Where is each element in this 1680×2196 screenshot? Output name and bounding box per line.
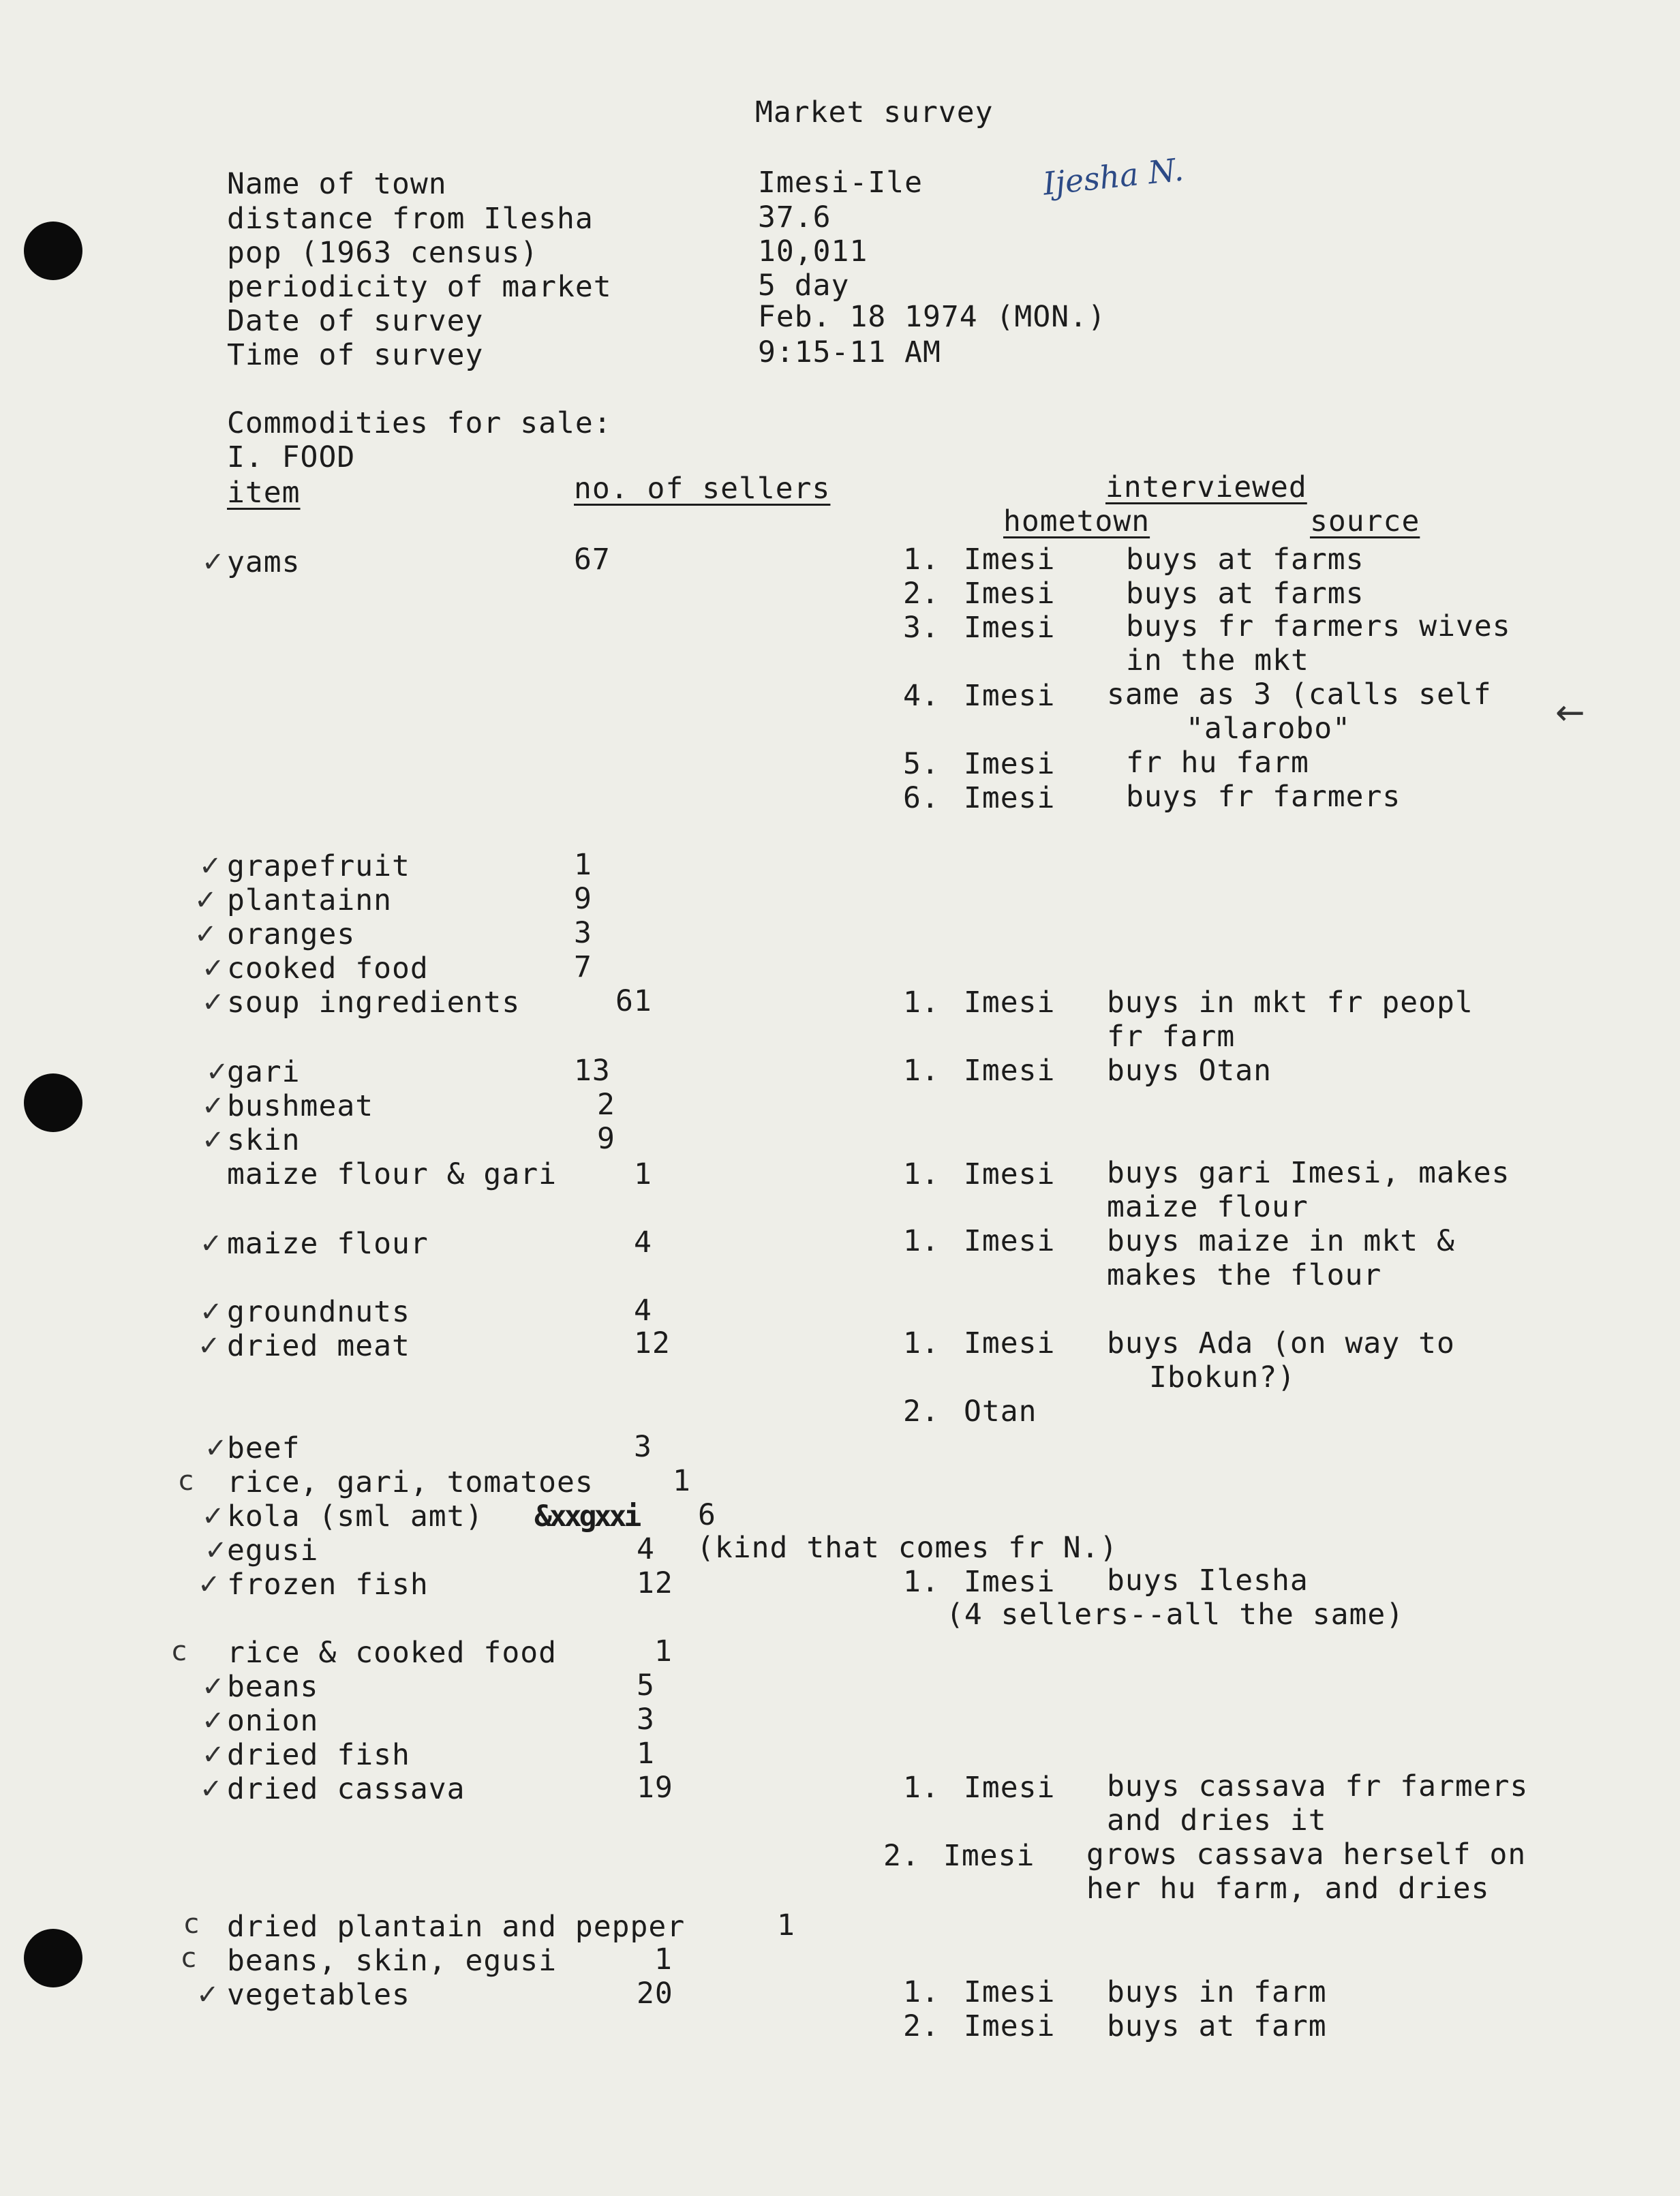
interview-source: buys at farms xyxy=(1126,577,1364,611)
check-mark-icon: ✓ xyxy=(199,851,222,882)
item-note: (kind that comes fr N.) xyxy=(697,1531,1118,1565)
arrow-left-icon: ← xyxy=(1555,692,1585,733)
item-name: beans xyxy=(227,1670,319,1704)
item-count: 3 xyxy=(574,916,592,950)
interview-source: makes the flour xyxy=(1107,1258,1382,1292)
interview-source: buys fr farmers xyxy=(1126,780,1401,814)
interview-source: fr hu farm xyxy=(1126,746,1309,780)
item-name: egusi xyxy=(227,1534,319,1568)
header-value: 37.6 xyxy=(758,200,831,234)
interview-hometown: Imesi xyxy=(964,543,1056,577)
check-mark-icon: ✓ xyxy=(200,1296,223,1328)
interview-number: 1. xyxy=(903,1565,940,1599)
item-count: 61 xyxy=(615,984,652,1018)
item-count: 1 xyxy=(634,1157,652,1191)
item-name: rice & cooked food xyxy=(227,1636,557,1670)
struck-out-text: &xxgxxi xyxy=(534,1499,639,1534)
item-count: 12 xyxy=(634,1326,671,1360)
check-mark-icon: ✓ xyxy=(202,1739,225,1771)
interview-number: 2. xyxy=(883,1839,920,1873)
check-mark-icon: ✓ xyxy=(198,1569,221,1600)
interview-source: buys gari Imesi, makes xyxy=(1107,1156,1510,1190)
interview-source: her hu farm, and dries xyxy=(1086,1872,1490,1906)
interview-source: buys fr farmers wives xyxy=(1126,609,1511,643)
item-name: cooked food xyxy=(227,951,429,986)
interview-source: buys Otan xyxy=(1107,1054,1272,1088)
check-mark-icon: ✓ xyxy=(200,1228,223,1260)
item-count: 1 xyxy=(574,848,592,882)
item-count: 1 xyxy=(637,1737,655,1771)
check-mark-icon: ✓ xyxy=(202,987,225,1018)
interview-source: (4 sellers--all the same) xyxy=(946,1598,1405,1632)
interview-source: buys at farms xyxy=(1126,543,1364,577)
category-mark: c xyxy=(179,1465,194,1497)
category-mark: c xyxy=(184,1908,199,1940)
punch-hole-bottom xyxy=(24,1929,82,1987)
item-name: beef xyxy=(227,1431,301,1465)
interview-source: buys maize in mkt & xyxy=(1107,1224,1455,1258)
item-name: dried cassava xyxy=(227,1772,465,1806)
item-count: 1 xyxy=(654,1942,673,1977)
interview-number: 2. xyxy=(903,2009,940,2043)
item-name: soup ingredients xyxy=(227,986,521,1020)
item-count: 3 xyxy=(634,1430,652,1464)
interview-number: 1. xyxy=(903,1326,940,1360)
check-mark-icon: ✓ xyxy=(202,1501,225,1532)
header-value: 10,011 xyxy=(758,234,868,269)
page-title: Market survey xyxy=(755,95,994,129)
item-name: grapefruit xyxy=(227,849,410,883)
item-count: 5 xyxy=(637,1668,655,1703)
punch-hole-top xyxy=(24,222,82,280)
interview-number: 2. xyxy=(903,577,940,611)
interview-number: 1. xyxy=(903,1224,940,1258)
header-value: Feb. 18 1974 (MON.) xyxy=(758,300,1106,334)
item-name: yams xyxy=(227,545,301,579)
interview-number: 1. xyxy=(903,1054,940,1088)
item-count: 2 xyxy=(597,1088,615,1122)
interview-source: buys Ada (on way to xyxy=(1107,1326,1455,1360)
interview-number: 5. xyxy=(903,747,940,781)
check-mark-icon: ✓ xyxy=(202,953,225,984)
item-name: rice, gari, tomatoes xyxy=(227,1465,594,1499)
interview-hometown: Imesi xyxy=(964,1326,1056,1360)
item-name: frozen fish xyxy=(227,1568,429,1602)
item-count: 6 xyxy=(698,1498,716,1532)
header-value: 9:15-11 AM xyxy=(758,335,941,369)
item-name: onion xyxy=(227,1704,319,1738)
interview-source: fr farm xyxy=(1107,1020,1236,1054)
item-count: 1 xyxy=(673,1464,691,1498)
interview-source: same as 3 (calls self xyxy=(1107,677,1492,712)
item-name: dried meat xyxy=(227,1329,410,1363)
interview-hometown: Imesi xyxy=(964,679,1056,713)
category-mark: c xyxy=(181,1942,196,1974)
header-label: pop (1963 census) xyxy=(227,236,539,270)
interview-source: buys in mkt fr peopl xyxy=(1107,986,1473,1020)
item-name: kola (sml amt) xyxy=(227,1499,484,1534)
interview-number: 4. xyxy=(903,679,940,713)
interview-hometown: Otan xyxy=(964,1394,1037,1429)
interview-hometown: Imesi xyxy=(964,577,1056,611)
check-mark-icon: ✓ xyxy=(202,1705,225,1737)
header-label: distance from Ilesha xyxy=(227,202,594,236)
interview-source: grows cassava herself on xyxy=(1086,1837,1527,1872)
item-count: 3 xyxy=(637,1703,655,1737)
interview-number: 6. xyxy=(903,781,940,815)
interview-hometown: Imesi xyxy=(964,1565,1056,1599)
interview-number: 1. xyxy=(903,1157,940,1191)
item-count: 19 xyxy=(637,1771,673,1805)
item-name: gari xyxy=(227,1055,301,1089)
interview-hometown: Imesi xyxy=(964,2009,1056,2043)
interview-hometown: Imesi xyxy=(964,611,1056,645)
interview-source: buys Ilesha xyxy=(1107,1564,1309,1598)
section-heading: I. FOOD xyxy=(227,440,356,474)
interview-number: 1. xyxy=(903,986,940,1020)
item-count: 1 xyxy=(777,1908,795,1942)
check-mark-icon: ✓ xyxy=(196,1979,219,2011)
item-count: 67 xyxy=(574,543,611,577)
check-mark-icon: ✓ xyxy=(202,1671,225,1703)
interview-hometown: Imesi xyxy=(943,1839,1035,1873)
item-count: 9 xyxy=(574,882,592,916)
interview-hometown: Imesi xyxy=(964,1975,1056,2009)
interview-number: 2. xyxy=(903,1394,940,1429)
item-name: oranges xyxy=(227,917,356,951)
item-name: maize flour & gari xyxy=(227,1157,557,1191)
header-label: Time of survey xyxy=(227,338,484,372)
handwritten-note: Ijesha N. xyxy=(1041,151,1186,202)
item-count: 7 xyxy=(574,950,592,984)
check-mark-icon: ✓ xyxy=(202,1125,225,1156)
check-mark-icon: ✓ xyxy=(206,1056,229,1088)
check-mark-icon: ✓ xyxy=(204,1535,228,1566)
interview-source: "alarobo" xyxy=(1186,712,1351,746)
item-count: 12 xyxy=(637,1566,673,1600)
header-value: Imesi-Ile xyxy=(758,166,923,200)
header-label: Date of survey xyxy=(227,304,484,338)
item-name: groundnuts xyxy=(227,1295,410,1329)
interview-hometown: Imesi xyxy=(964,1224,1056,1258)
item-name: bushmeat xyxy=(227,1089,374,1123)
item-count: 4 xyxy=(634,1225,652,1260)
commodities-heading: Commodities for sale: xyxy=(227,406,612,440)
interview-number: 1. xyxy=(903,1975,940,2009)
interview-source: buys cassava fr farmers xyxy=(1107,1769,1529,1803)
column-header-interviewed: interviewed xyxy=(1105,470,1307,504)
interview-source: buys in farm xyxy=(1107,1975,1327,2009)
item-count: 9 xyxy=(597,1122,615,1156)
header-label: Name of town xyxy=(227,167,447,201)
interview-source: buys at farm xyxy=(1107,2009,1327,2043)
item-name: dried plantain and pepper xyxy=(227,1910,686,1944)
item-name: dried fish xyxy=(227,1738,410,1772)
check-mark-icon: ✓ xyxy=(194,919,217,950)
interview-hometown: Imesi xyxy=(964,747,1056,781)
check-mark-icon: ✓ xyxy=(202,547,225,578)
punch-hole-middle xyxy=(24,1073,82,1132)
category-mark: c xyxy=(172,1636,187,1667)
column-header-sellers: no. of sellers xyxy=(574,472,831,506)
column-header-source: source xyxy=(1310,504,1420,538)
header-label: periodicity of market xyxy=(227,270,612,304)
check-mark-icon: ✓ xyxy=(202,1091,225,1122)
header-value: 5 day xyxy=(758,269,850,303)
interview-source: in the mkt xyxy=(1126,643,1309,677)
check-mark-icon: ✓ xyxy=(194,885,217,916)
item-count: 4 xyxy=(634,1294,652,1328)
item-name: vegetables xyxy=(227,1978,410,2012)
interview-number: 1. xyxy=(903,543,940,577)
item-count: 20 xyxy=(637,1977,673,2011)
item-count: 1 xyxy=(654,1634,673,1668)
interview-source: Ibokun?) xyxy=(1149,1360,1296,1394)
check-mark-icon: ✓ xyxy=(204,1433,228,1464)
item-name: maize flour xyxy=(227,1227,429,1261)
interview-hometown: Imesi xyxy=(964,986,1056,1020)
column-header-hometown: hometown xyxy=(1003,504,1150,538)
check-mark-icon: ✓ xyxy=(198,1330,221,1362)
item-name: plantainn xyxy=(227,883,392,917)
interview-source: and dries it xyxy=(1107,1803,1327,1837)
interview-hometown: Imesi xyxy=(964,781,1056,815)
item-name: skin xyxy=(227,1123,301,1157)
interview-source: maize flour xyxy=(1107,1190,1309,1224)
item-name: beans, skin, egusi xyxy=(227,1944,557,1978)
interview-hometown: Imesi xyxy=(964,1771,1056,1805)
interview-number: 3. xyxy=(903,611,940,645)
interview-hometown: Imesi xyxy=(964,1054,1056,1088)
column-header-item: item xyxy=(227,476,301,510)
interview-hometown: Imesi xyxy=(964,1157,1056,1191)
item-count: 4 xyxy=(637,1532,655,1566)
check-mark-icon: ✓ xyxy=(200,1773,223,1805)
item-count: 13 xyxy=(574,1054,611,1088)
interview-number: 1. xyxy=(903,1771,940,1805)
